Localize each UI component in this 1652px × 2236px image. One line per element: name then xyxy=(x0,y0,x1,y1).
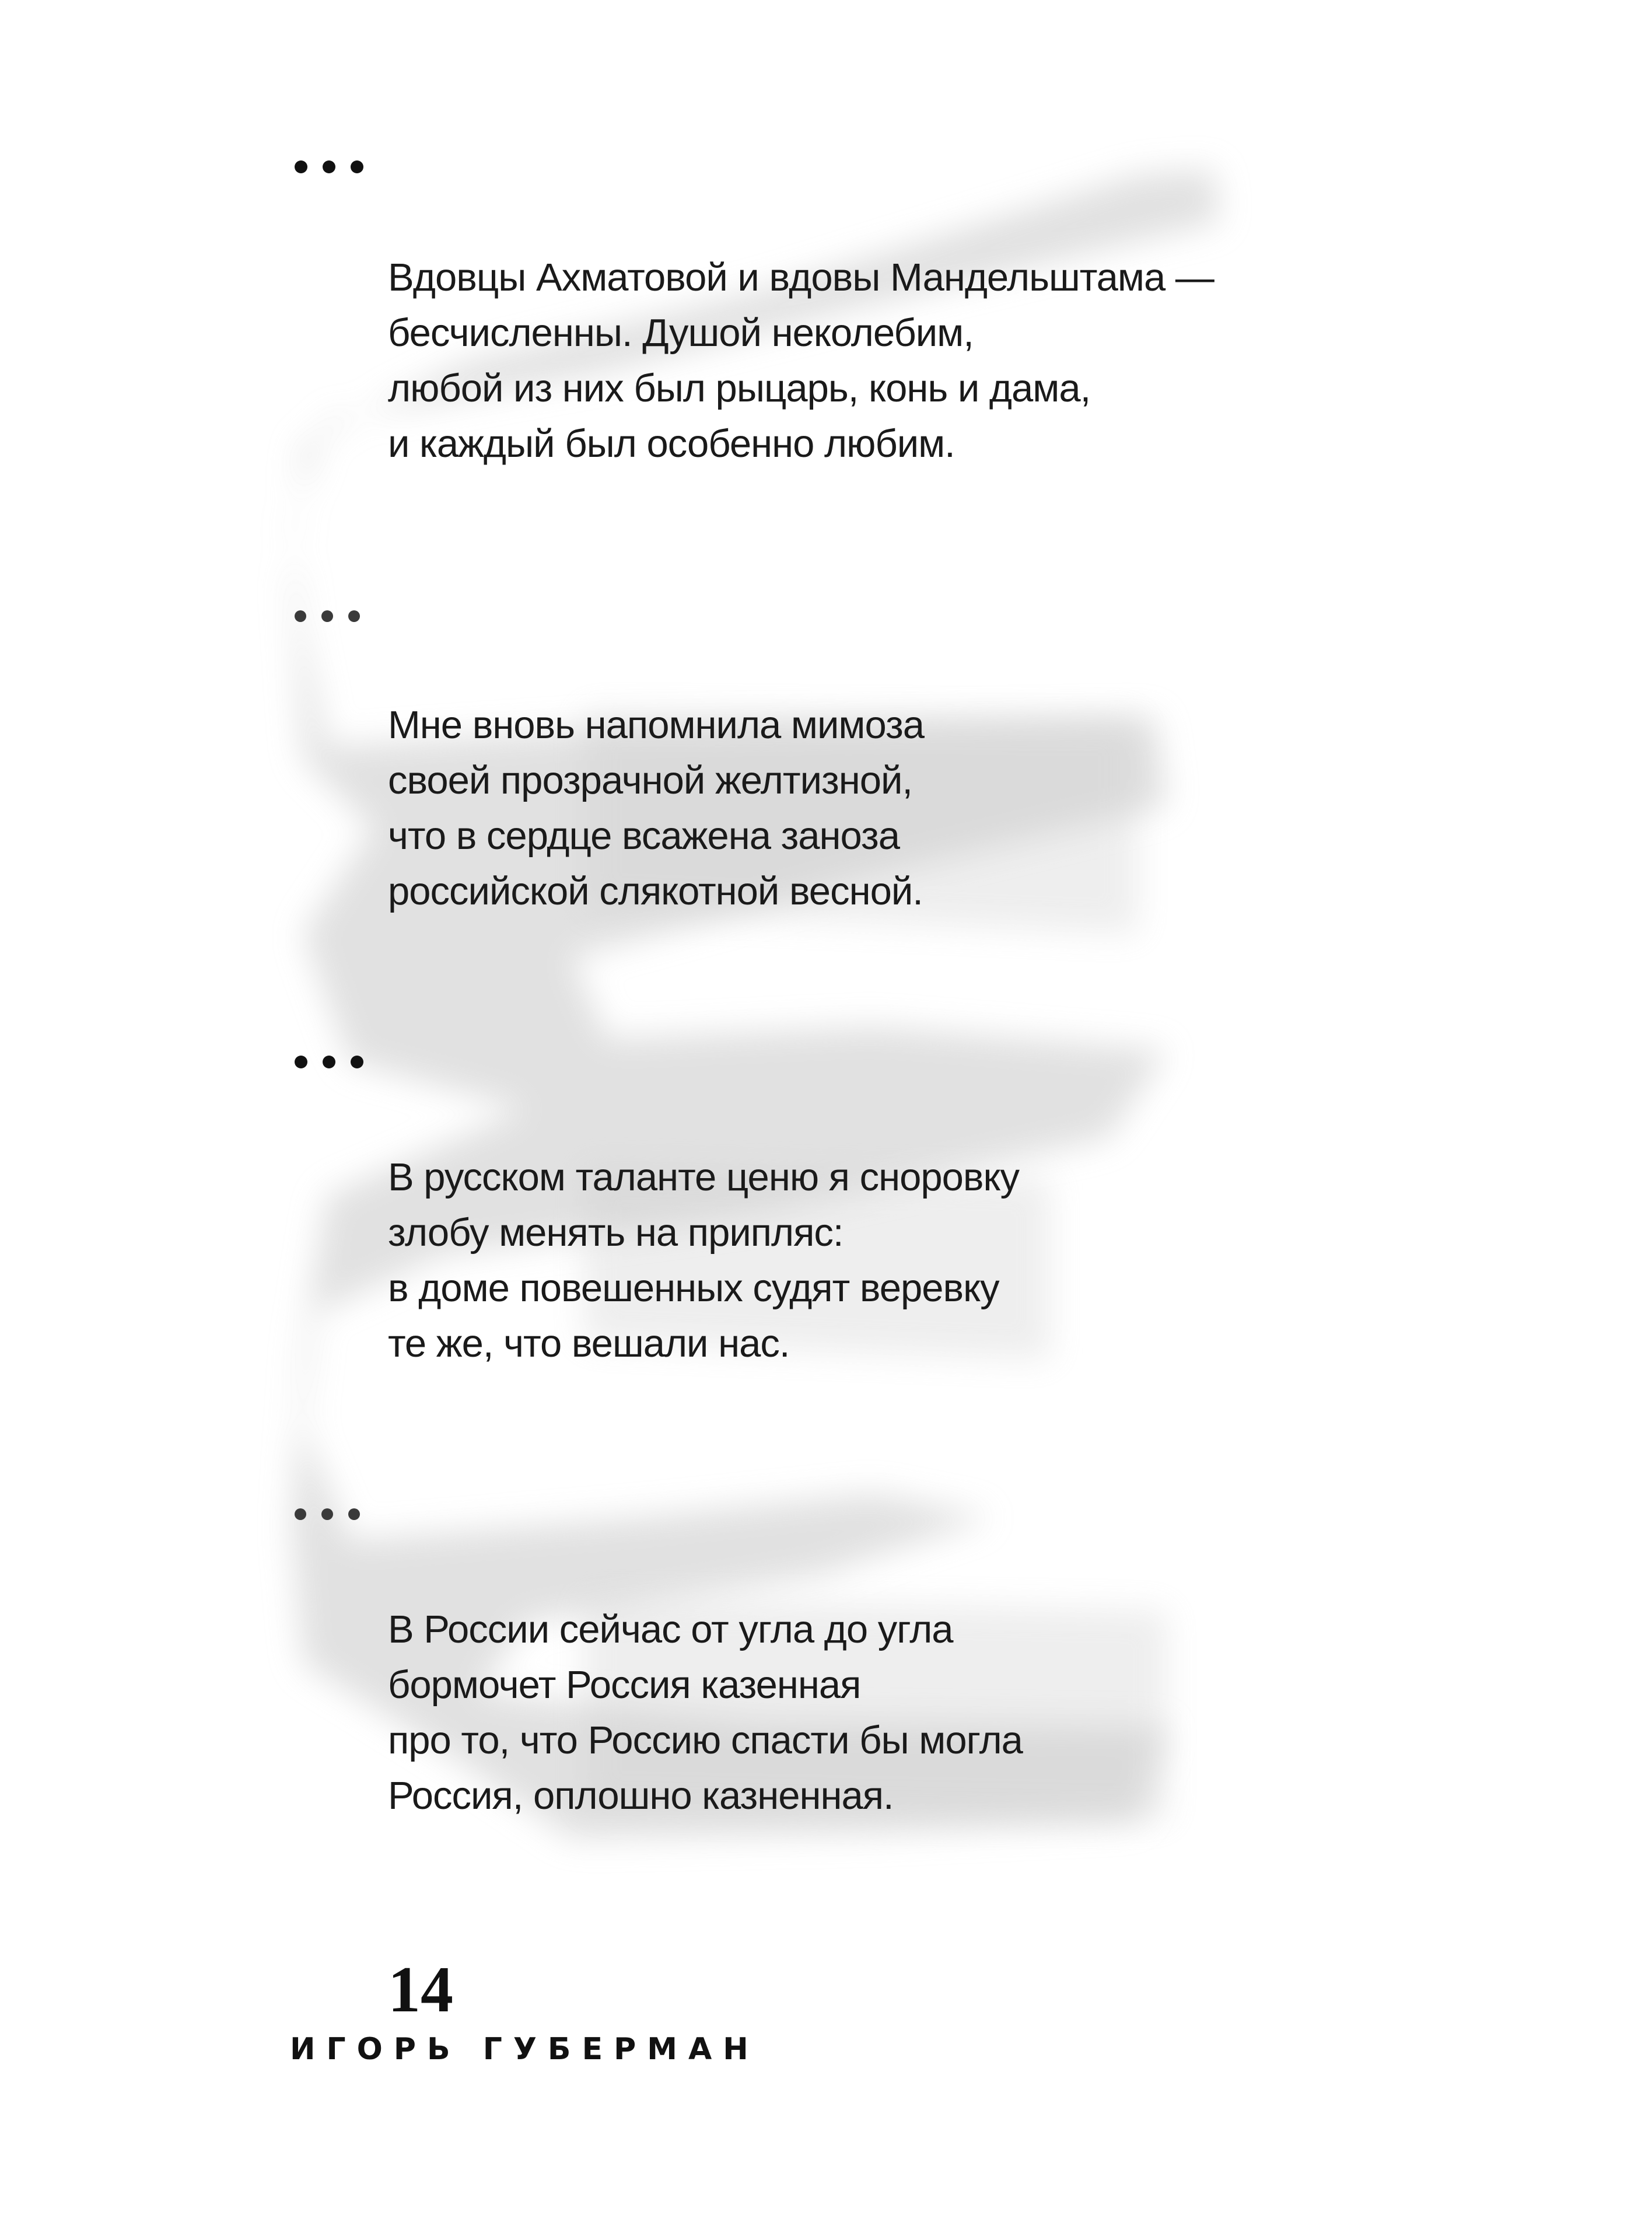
stanza-marker xyxy=(295,155,400,179)
verse-line: злобу менять на припляс: xyxy=(388,1211,844,1255)
verse-line: и каждый был особенно любим. xyxy=(388,422,955,466)
stanza-4 xyxy=(388,1602,1438,1823)
verse-line: любой из них был рыцарь, конь и дама, xyxy=(388,366,1091,410)
verse-line: в доме повешенных судят веревку xyxy=(388,1266,999,1310)
bullet-dot-icon xyxy=(348,1508,360,1520)
author-name: ИГОРЬ ГУБЕРМАН xyxy=(290,2032,760,2067)
bullet-dot-icon xyxy=(351,1056,363,1068)
verse-line: своей прозрачной желтизной, xyxy=(388,759,913,802)
bullet-dot-icon xyxy=(295,1056,307,1068)
bullet-dot-icon xyxy=(295,160,307,173)
verse-line: Мне вновь напомнила мимоза xyxy=(388,703,924,747)
verse-line: В русском таланте ценю я сноровку xyxy=(388,1155,1020,1199)
bullet-dot-icon xyxy=(295,1508,306,1520)
stanza-1 xyxy=(388,250,1438,471)
verse-line: Россия, оплошно казненная. xyxy=(388,1774,894,1818)
bullet-dot-icon xyxy=(323,1056,335,1068)
bullet-dot-icon xyxy=(295,610,306,622)
stanza-2 xyxy=(388,697,1438,919)
bullet-dot-icon xyxy=(321,1508,333,1520)
stanza-marker xyxy=(295,1503,400,1526)
verse-line: те же, что вешали нас. xyxy=(388,1322,790,1365)
verse-line: российской слякотной весной. xyxy=(388,869,923,913)
stanza-3 xyxy=(388,1150,1438,1371)
verse-line: про то, что Россию спасти бы могла xyxy=(388,1718,1023,1762)
verse-line: что в сердце всажена заноза xyxy=(388,814,900,858)
page-number: 14 xyxy=(388,1954,453,2026)
stanza-marker xyxy=(295,605,400,628)
bullet-dot-icon xyxy=(351,160,363,173)
verse-line: Вдовцы Ахматовой и вдовы Мандельштама — xyxy=(388,256,1214,299)
bullet-dot-icon xyxy=(321,610,333,622)
bullet-dot-icon xyxy=(323,160,335,173)
verse-line: бесчисленны. Душой неколебим, xyxy=(388,311,974,355)
verse-line: В России сейчас от угла до угла xyxy=(388,1608,953,1651)
verse-line: бормочет Россия казенная xyxy=(388,1663,861,1707)
bullet-dot-icon xyxy=(348,610,360,622)
stanza-marker xyxy=(295,1050,400,1074)
